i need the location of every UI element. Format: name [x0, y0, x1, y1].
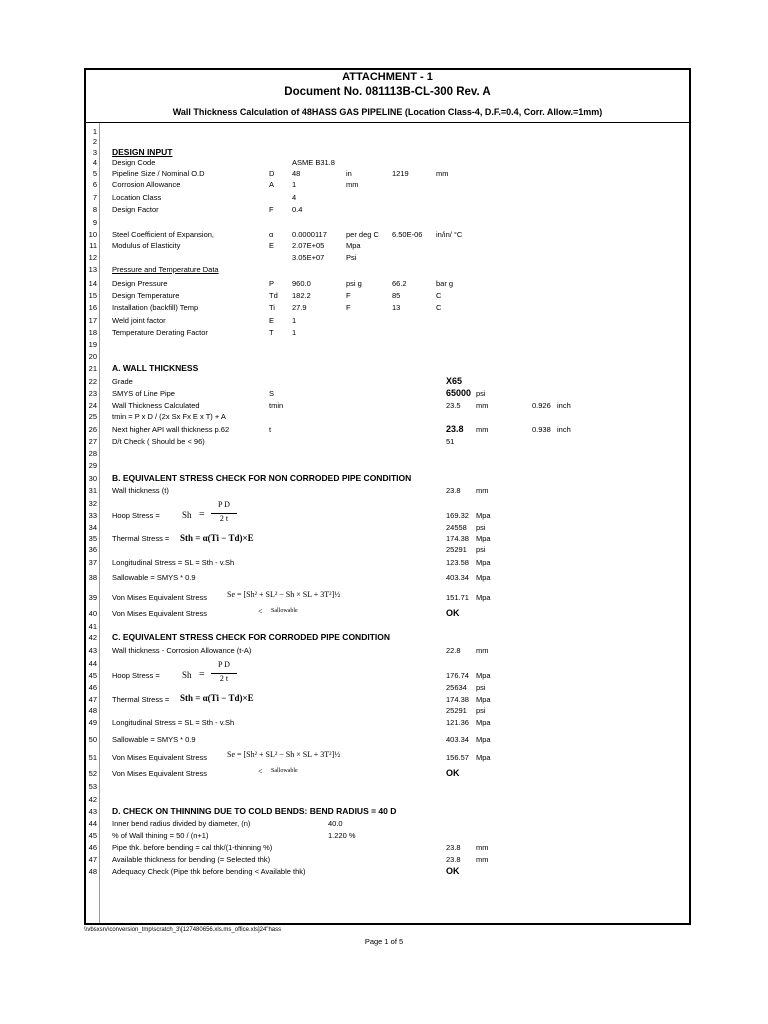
cell-e: 66.2: [392, 279, 407, 288]
cell-g: 403.34: [446, 573, 469, 582]
row-number: 39: [88, 593, 97, 602]
cell-h: Mpa: [476, 573, 491, 582]
sheet-row: [0, 290, 768, 301]
cell-a: Temperature Derating Factor: [112, 328, 208, 337]
row-number: 51: [88, 753, 97, 762]
sheet-row: [0, 818, 768, 829]
cell-a: Wall thickness (t): [112, 486, 169, 495]
cell-a: Von Mises Equivalent Stress: [112, 753, 208, 762]
sheet-row: [0, 411, 768, 422]
row-number: 49: [88, 718, 97, 727]
cell-a: Pipe thk. before bending = cal thk/(1-thinning %): [112, 843, 273, 852]
cell-f: C: [436, 303, 442, 312]
sheet-row: [0, 192, 768, 203]
cell-a: Weld joint factor: [112, 316, 166, 325]
cell-a: Corrosion Allowance: [112, 180, 181, 189]
sheet-row: [0, 217, 768, 228]
cell-d: F: [346, 291, 351, 300]
cell-f: mm: [436, 169, 449, 178]
sheet-row: [0, 752, 768, 763]
row-number: 12: [88, 253, 97, 262]
sheet-row: [0, 485, 768, 496]
cell-a: SMYS of Line Pipe: [112, 389, 175, 398]
thermal-expression: Sth = α(Ti − Td)×E: [180, 533, 254, 543]
cell-g: 25291: [446, 545, 467, 554]
row-number: 32: [88, 499, 97, 508]
cell-g: 23.8: [446, 843, 461, 852]
sheet-row: [0, 424, 768, 435]
cell-h: Mpa: [476, 558, 491, 567]
cell-b: A: [269, 180, 275, 189]
cell-h: psi: [476, 683, 486, 692]
cell-f: in/in/ °C: [436, 230, 463, 239]
row-number: 40: [88, 609, 97, 618]
row-number: 9: [92, 218, 97, 227]
cell-k: 40.0: [328, 819, 343, 828]
cell-d: Mpa: [346, 241, 361, 250]
von-mises-expression: Se = [Sh² + SL² − Sh × SL + 3T²]½: [227, 590, 341, 599]
row-number: 4: [92, 158, 97, 167]
von-mises-formula: [227, 750, 340, 759]
cell-g: OK: [446, 608, 460, 618]
cell-d: in: [346, 169, 352, 178]
hoop-symbol: Sh: [182, 510, 192, 520]
cell-a: Von Mises Equivalent Stress: [112, 609, 208, 618]
cell-h: Mpa: [476, 534, 491, 543]
sheet-row: [0, 830, 768, 841]
cell-b: Ti: [269, 303, 275, 312]
cell-g: 156.57: [446, 753, 469, 762]
cell-a: Sallowable = SMYS * 0.9: [112, 573, 196, 582]
row-number: 30: [88, 474, 97, 483]
row-number: 17: [88, 316, 97, 325]
sheet-row: [0, 400, 768, 411]
sheet-row: [0, 327, 768, 338]
cell-h: mm: [476, 401, 489, 410]
row-number: 29: [88, 461, 97, 470]
attachment-title: ATTACHMENT - 1: [342, 71, 433, 83]
sheet-row: [0, 204, 768, 215]
cell-a: Adequacy Check (Pipe thk before bending < Available thk): [112, 867, 306, 876]
cell-g: OK: [446, 768, 460, 778]
hoop-denominator: 2 t: [219, 674, 229, 683]
cell-h: psi: [476, 545, 486, 554]
von-mises-formula: [227, 590, 340, 599]
sheet-row: [0, 866, 768, 877]
page-number: Page 1 of 5: [364, 937, 404, 946]
cell-b: D: [269, 169, 275, 178]
cell-g: OK: [446, 866, 460, 876]
cell-g: X65: [446, 376, 463, 386]
cell-g: 121.36: [446, 718, 469, 727]
row-number: 37: [88, 558, 97, 567]
cell-g: 24558: [446, 523, 467, 532]
allowable-symbol: Sallowable: [271, 608, 298, 614]
cell-g: 51: [446, 437, 455, 446]
cell-b: P: [269, 279, 275, 288]
sheet-row: [0, 608, 768, 619]
sheet-row: [0, 632, 768, 643]
row-number: 22: [88, 377, 97, 386]
cell-a: Longitudinal Stress = SL = Sth - v.Sh: [112, 558, 235, 567]
cell-g: 23.8: [446, 424, 464, 434]
sheet-row: [0, 682, 768, 693]
sheet-row: [0, 252, 768, 263]
less-than-sign: <: [258, 767, 263, 776]
cell-a: Inner bend radius divided by diameter, (n): [112, 819, 251, 828]
von-mises-expression: Se = [Sh² + SL² − Sh × SL + 3T²]½: [227, 750, 341, 759]
row-number: 27: [88, 437, 97, 446]
thermal-stress-formula: [180, 533, 254, 543]
allowable-comparison: [258, 767, 298, 776]
cell-a: Next higher API wall thickness p.62: [112, 425, 230, 434]
cell-a: Von Mises Equivalent Stress: [112, 593, 208, 602]
cell-b: E: [269, 316, 275, 325]
cell-h: Mpa: [476, 671, 491, 680]
cell-a: Wall Thickness Calculated: [112, 401, 200, 410]
row-number: 47: [88, 695, 97, 704]
cell-h: Mpa: [476, 511, 491, 520]
cell-d: psi g: [346, 279, 362, 288]
cell-c: 2.07E+05: [292, 241, 325, 250]
sheet-row: [0, 473, 768, 484]
cell-c: 0.4: [292, 205, 303, 214]
allowable-comparison: [258, 607, 298, 616]
cell-a: B. EQUIVALENT STRESS CHECK FOR NON CORRODED PIPE CONDITION: [112, 473, 412, 483]
sheet-row: [0, 670, 768, 681]
sheet-row: [0, 302, 768, 313]
sheet-row: [0, 557, 768, 568]
cell-g: 176.74: [446, 671, 469, 680]
row-number: 50: [88, 735, 97, 744]
allowable-symbol: Sallowable: [271, 768, 298, 774]
row-number: 46: [88, 683, 97, 692]
sheet-row: [0, 768, 768, 779]
row-number: 21: [88, 364, 97, 373]
row-number: 18: [88, 328, 97, 337]
sheet-row: [0, 278, 768, 289]
cell-g: 23.8: [446, 486, 461, 495]
row-number: 11: [89, 241, 97, 250]
row-number: 16: [88, 303, 97, 312]
row-number: 3: [92, 148, 97, 157]
cell-b: F: [269, 205, 274, 214]
cell-e: 6.50E-06: [392, 230, 423, 239]
cell-g: 174.38: [446, 534, 469, 543]
cell-a: Von Mises Equivalent Stress: [112, 769, 208, 778]
cell-a: Wall thickness - Corrosion Allowance (t-A): [112, 646, 252, 655]
cell-h: Mpa: [476, 593, 491, 602]
cell-d: mm: [346, 180, 359, 189]
cell-g: 403.34: [446, 735, 469, 744]
thermal-stress-formula: [180, 693, 254, 703]
cell-a: Steel Coefficient of Expansion,: [112, 230, 215, 239]
sheet-row: [0, 705, 768, 716]
sheet-row: [0, 264, 768, 275]
cell-g: 123.58: [446, 558, 469, 567]
sheet-row: [0, 592, 768, 603]
sheet-row: [0, 621, 768, 632]
cell-b: tmin: [269, 401, 284, 410]
cell-a: Grade: [112, 377, 133, 386]
cell-i: 0.938: [532, 425, 551, 434]
cell-g: 22.8: [446, 646, 461, 655]
cell-h: psi: [476, 389, 486, 398]
cell-a: Available thickness for bending (= Selected thk): [112, 855, 271, 864]
cell-a: Pressure and Temperature Data: [112, 265, 219, 274]
page-subtitle: Wall Thickness Calculation of 48HASS GAS PIPELINE (Location Class-4, D.F.=0.4, Corr. Allow.=1mm): [172, 107, 603, 117]
row-number: 33: [88, 511, 97, 520]
hoop-symbol: Sh: [182, 670, 192, 680]
row-number: 6: [92, 180, 97, 189]
hoop-numerator: P D: [218, 660, 230, 669]
cell-a: A. WALL THICKNESS: [112, 363, 199, 373]
row-number: 13: [88, 265, 97, 274]
cell-g: 174.38: [446, 695, 469, 704]
cell-c: ASME B31.8: [292, 158, 335, 167]
cell-g: 23.5: [446, 401, 461, 410]
sheet-row: [0, 351, 768, 362]
cell-b: Td: [269, 291, 278, 300]
sheet-row: [0, 388, 768, 399]
cell-h: Mpa: [476, 718, 491, 727]
row-number: 24: [88, 401, 97, 410]
cell-f: bar g: [436, 279, 454, 288]
sheet-row: [0, 794, 768, 805]
row-number: 53: [88, 782, 97, 791]
cell-j: inch: [557, 425, 571, 434]
cell-a: % of Wall thining = 50 / (n+1): [112, 831, 209, 840]
sheet-row: [0, 136, 768, 147]
cell-b: T: [269, 328, 274, 337]
cell-d: Psi: [346, 253, 357, 262]
cell-g: 65000: [446, 388, 472, 398]
cell-a: Hoop Stress =: [112, 511, 160, 520]
hoop-denominator: 2 t: [219, 514, 229, 523]
cell-a: Hoop Stress =: [112, 671, 160, 680]
sheet-row: [0, 842, 768, 853]
row-number: 46: [88, 843, 97, 852]
cell-h: Mpa: [476, 735, 491, 744]
row-number: 52: [88, 769, 97, 778]
cell-h: Mpa: [476, 695, 491, 704]
sheet-row: [0, 315, 768, 326]
sheet-row: [0, 510, 768, 521]
row-number: 43: [88, 807, 97, 816]
sheet-row: [0, 806, 768, 817]
document-number: Document No. 081113B-CL-300 Rev. A: [284, 86, 491, 98]
sheet-row: [0, 448, 768, 459]
sheet-row: [0, 734, 768, 745]
cell-b: t: [269, 425, 272, 434]
row-number: 35: [88, 534, 97, 543]
row-number: 25: [88, 412, 97, 421]
hoop-numerator: P D: [218, 500, 230, 509]
cell-g: 25634: [446, 683, 467, 692]
sheet-row: [0, 168, 768, 179]
row-number: 26: [88, 425, 97, 434]
cell-b: S: [269, 389, 275, 398]
cell-c: 1: [292, 328, 297, 337]
cell-c: 1: [292, 180, 297, 189]
cell-a: Design Factor: [112, 205, 159, 214]
row-number: 45: [88, 671, 97, 680]
cell-c: 3.05E+07: [292, 253, 325, 262]
row-number: 43: [88, 646, 97, 655]
cell-c: 48: [292, 169, 301, 178]
row-number: 14: [88, 279, 97, 288]
cell-c: 0.0000117: [292, 230, 327, 239]
equals-sign: =: [199, 509, 205, 520]
cell-d: per deg C: [346, 230, 379, 239]
row-number: 42: [88, 633, 97, 642]
row-number: 47: [88, 855, 97, 864]
cell-h: mm: [476, 843, 489, 852]
cell-h: mm: [476, 486, 489, 495]
cell-b: E: [269, 241, 275, 250]
row-number: 48: [88, 706, 97, 715]
cell-a: Location Class: [112, 193, 162, 202]
cell-d: F: [346, 303, 351, 312]
cell-a: D. CHECK ON THINNING DUE TO COLD BENDS: BEND RADIUS = 40 D: [112, 806, 397, 816]
sheet-row: [0, 460, 768, 471]
row-number: 36: [88, 545, 97, 554]
sheet-row: [0, 781, 768, 792]
sheet-row: [0, 544, 768, 555]
sheet-row: [0, 157, 768, 168]
sheet-row: [0, 436, 768, 447]
sheet-row: [0, 572, 768, 583]
row-number: 31: [88, 486, 97, 495]
cell-b: α: [269, 230, 274, 239]
cell-e: 13: [392, 303, 401, 312]
cell-g: 23.8: [446, 855, 461, 864]
row-number: 19: [88, 340, 97, 349]
sheet-row: [0, 179, 768, 190]
sheet-row: [0, 694, 768, 705]
row-number: 20: [88, 352, 97, 361]
cell-g: 25291: [446, 706, 467, 715]
sheet-row: [0, 363, 768, 374]
row-number: 1: [92, 127, 97, 136]
cell-h: mm: [476, 425, 489, 434]
cell-i: 0.926: [532, 401, 551, 410]
less-than-sign: <: [258, 607, 263, 616]
sheet-row: [0, 376, 768, 387]
cell-a: Thermal Stress =: [112, 534, 170, 543]
cell-a: Sallowable = SMYS * 0.9: [112, 735, 196, 744]
cell-a: C. EQUIVALENT STRESS CHECK FOR CORRODED PIPE CONDITION: [112, 632, 391, 642]
row-number: 41: [88, 622, 97, 631]
header-rule: [84, 122, 691, 123]
cell-h: psi: [476, 706, 486, 715]
cell-c: 1: [292, 316, 297, 325]
row-number: 38: [88, 573, 97, 582]
equals-sign: =: [199, 669, 205, 680]
row-number: 7: [92, 193, 97, 202]
cell-j: inch: [557, 401, 571, 410]
thermal-expression: Sth = α(Ti − Td)×E: [180, 693, 254, 703]
cell-e: 1219: [392, 169, 409, 178]
cell-a: Design Code: [112, 158, 156, 167]
row-number: 44: [88, 659, 97, 668]
cell-c: 27.9: [292, 303, 307, 312]
cell-a: DESIGN INPUT: [112, 147, 173, 157]
cell-k: 1.220 %: [328, 831, 356, 840]
sheet-row: [0, 339, 768, 350]
sheet-row: [0, 240, 768, 251]
cell-c: 182.2: [292, 291, 311, 300]
row-number: 45: [88, 831, 97, 840]
sheet-row: [0, 854, 768, 865]
cell-h: mm: [476, 646, 489, 655]
row-number: 5: [92, 169, 97, 178]
cell-a: Installation (backfill) Temp: [112, 303, 199, 312]
row-number: 10: [88, 230, 97, 239]
row-number: 42: [88, 795, 97, 804]
cell-h: Mpa: [476, 753, 491, 762]
row-number: 28: [88, 449, 97, 458]
cell-a: Design Temperature: [112, 291, 180, 300]
sheet-row: [0, 533, 768, 544]
cell-c: 960.0: [292, 279, 311, 288]
sheet-row: [0, 229, 768, 240]
cell-c: 4: [292, 193, 297, 202]
cell-f: C: [436, 291, 442, 300]
row-number: 48: [88, 867, 97, 876]
sheet-row: [0, 658, 768, 669]
cell-e: 85: [392, 291, 401, 300]
cell-g: 169.32: [446, 511, 469, 520]
cell-a: tmin = P x D / (2x Sx Fx E x T) + A: [112, 412, 226, 421]
cell-a: D/t Check ( Should be < 96): [112, 437, 205, 446]
cell-a: Pipeline Size / Nominal O.D: [112, 169, 205, 178]
row-number: 44: [88, 819, 97, 828]
cell-a: Design Pressure: [112, 279, 168, 288]
row-number: 8: [92, 205, 97, 214]
file-path: \\vbsxsrv\conversion_tmp\scratch_3\[127480656.xls.ms_office.xls]24"hass: [84, 927, 282, 933]
cell-a: Thermal Stress =: [112, 695, 170, 704]
cell-a: Modulus of Elasticity: [112, 241, 181, 250]
row-number: 23: [88, 389, 97, 398]
cell-h: mm: [476, 855, 489, 864]
sheet-row: [0, 498, 768, 509]
cell-a: Longitudinal Stress = SL = Sth - v.Sh: [112, 718, 235, 727]
sheet-row: [0, 717, 768, 728]
row-number: 34: [88, 523, 97, 532]
cell-g: 151.71: [446, 593, 469, 602]
sheet-row: [0, 522, 768, 533]
cell-h: psi: [476, 523, 486, 532]
row-number: 2: [92, 137, 97, 146]
sheet-row: [0, 645, 768, 656]
row-number: 15: [88, 291, 97, 300]
